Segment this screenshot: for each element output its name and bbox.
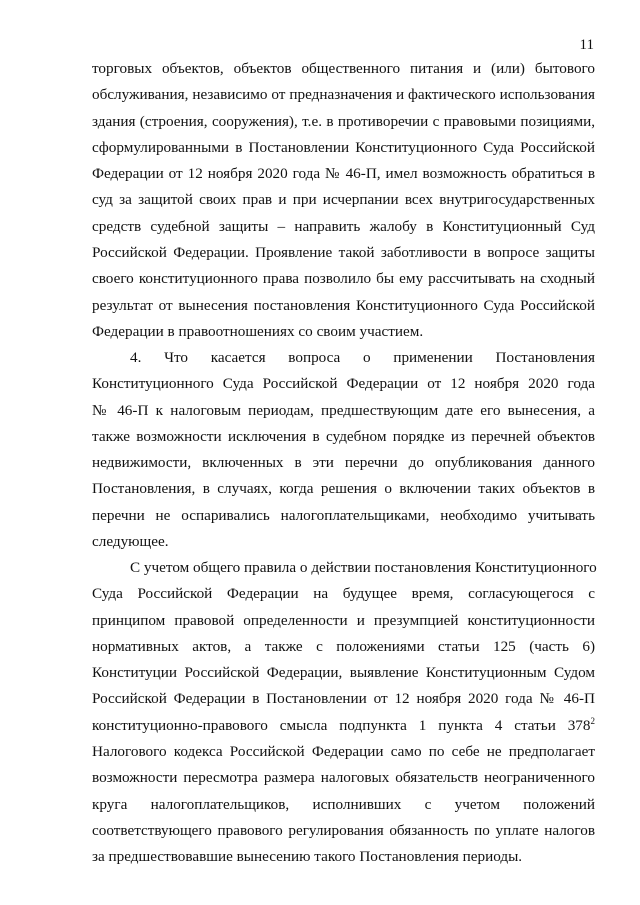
text-line: возможности пересмотра размера налоговых обязательств неограниченного <box>92 769 595 787</box>
text-line: Налогового кодекса Российской Федерации само по себе не предполагает <box>92 743 595 761</box>
text-line: нормативных актов, а также с положениями статьи 125 (часть 6) <box>92 637 595 655</box>
text-line-with-superscript <box>92 713 595 739</box>
text-line: Конституционного Суда Российской Федерации от 12 ноября 2020 года <box>92 375 595 393</box>
text-line: Конституции Российской Федерации, выявление Конституционным Судом <box>92 664 595 682</box>
text-line: соответствующего правового регулирования обязанность по уплате налогов <box>92 821 595 839</box>
paragraph-general-rule <box>92 555 595 871</box>
text-line: С учетом общего правила о действии постановления Конституционного <box>130 559 597 576</box>
text-line: также возможности исключения в судебном порядке из перечней объектов <box>92 427 595 445</box>
text-line: суд за защитой своих прав и при исчерпании всех внутригосударственных <box>92 191 595 209</box>
text-line: Суда Российской Федерации на будущее время, согласующегося с <box>92 585 595 603</box>
text-line: круга налогоплательщиков, исполнивших с учетом положений <box>92 795 595 813</box>
text-line: № 46-П к налоговым периодам, предшествующим дате его вынесения, а <box>92 401 595 419</box>
text-line: обслуживания, независимо от предназначения и фактического использования <box>92 86 595 104</box>
text-line: за предшествовавшие вынесению такого Постановления периоды. <box>92 848 523 866</box>
text-line: средств судебной защиты – направить жалобу в Конституционный Суд <box>92 217 595 235</box>
paragraph-continuation <box>92 56 595 345</box>
paragraph-item-4 <box>92 345 595 555</box>
text-line: принципом правовой определенности и презумпцией конституционности <box>92 611 595 629</box>
page-number: 11 <box>579 37 594 53</box>
text-line: сформулированными в Постановлении Конституционного Суда Российской <box>92 138 595 156</box>
text-line: Федерации от 12 ноября 2020 года № 46-П, имел возможность обратиться в <box>92 165 595 183</box>
text-line: следующее. <box>92 533 169 551</box>
text-line: Российской Федерации. Проявление такой заботливости в вопросе защиты <box>92 244 595 262</box>
text-line: конституционно-правового смысла подпункта 1 пункта 4 статьи 378 <box>92 716 591 734</box>
text-line: Постановления, в случаях, когда решения о включении таких объектов в <box>92 480 595 498</box>
text-line: здания (строения, сооружения), т.е. в противоречии с правовыми позициями, <box>92 112 595 130</box>
text-line: перечни не оспаривались налогоплательщиками, необходимо учитывать <box>92 506 595 524</box>
text-line: Федерации в правоотношениях со своим участием. <box>92 322 424 340</box>
text-line: своего конституционного права позволило бы ему рассчитывать на сходный <box>92 270 595 288</box>
text-line: 4. Что касается вопроса о применении Постановления <box>130 349 595 366</box>
text-line: недвижимости, включенных в эти перечни до опубликования данного <box>92 454 595 472</box>
text-line: Российской Федерации в Постановлении от 12 ноября 2020 года № 46-П <box>92 690 595 708</box>
text-line: результат от вынесения постановления Конституционного Суда Российской <box>92 296 595 314</box>
text-line: торговых объектов, объектов общественного питания и (или) бытового <box>92 60 595 77</box>
article-superscript: 2 <box>590 715 595 726</box>
